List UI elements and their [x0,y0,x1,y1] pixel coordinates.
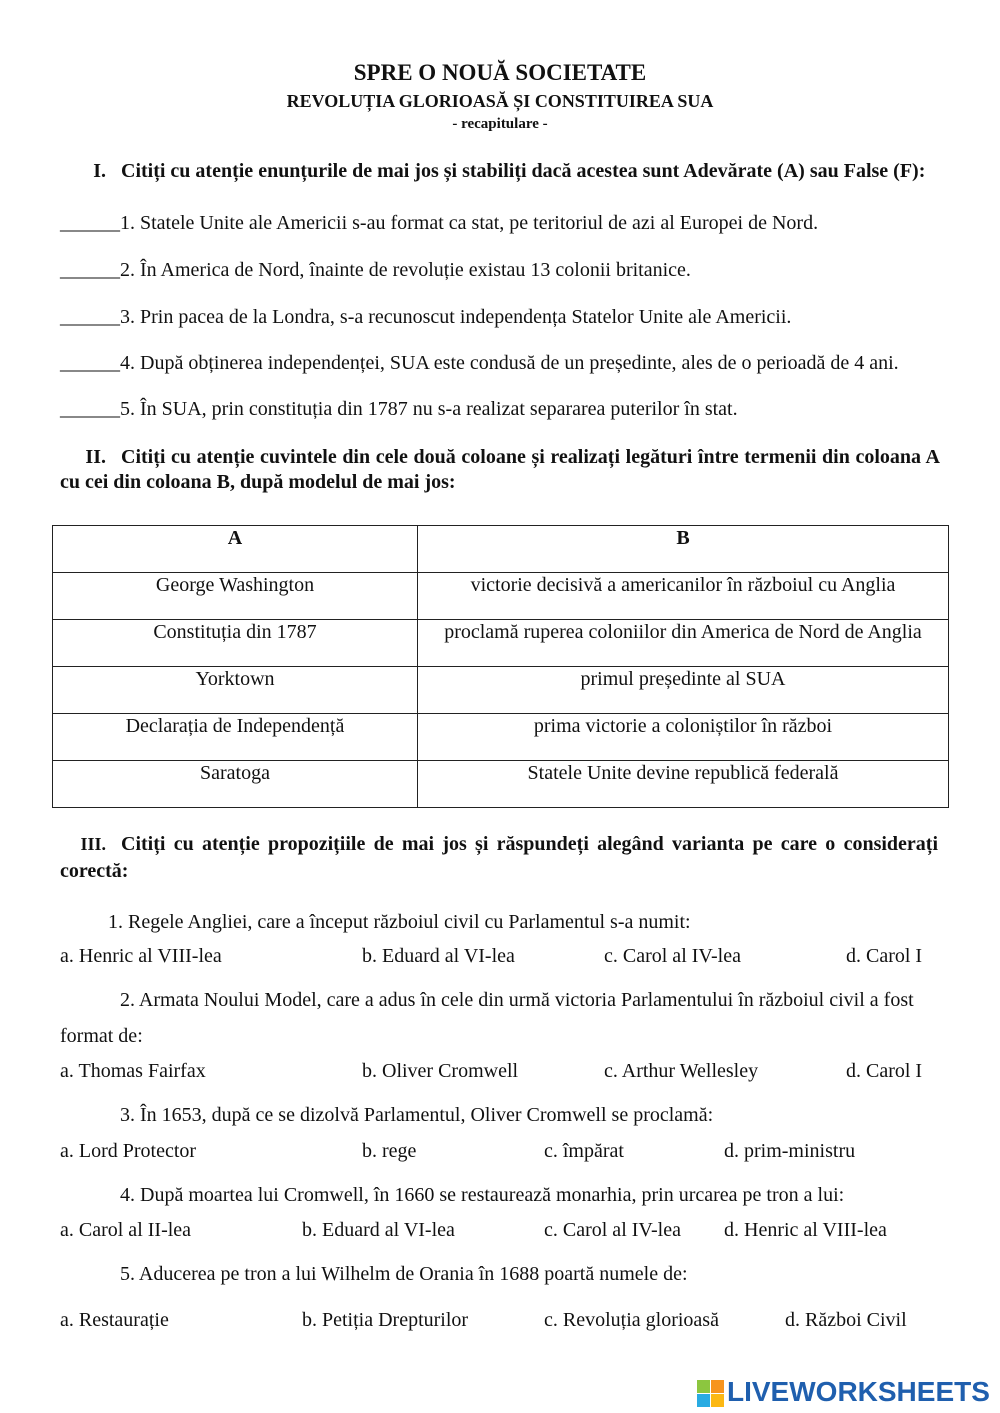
answer-blank[interactable]: ______ [60,306,120,328]
page-title: SPRE O NOUĂ SOCIETATE [353,60,647,85]
option-4a[interactable]: a. Carol al II-lea [60,1219,192,1241]
statement-text: 2. În America de Nord, înainte de revoluție existau 13 colonii britanice. [120,259,691,281]
option-5c[interactable]: c. Revoluția glorioasă [544,1309,719,1331]
option-2d[interactable]: d. Carol I [846,1060,923,1082]
section-3-instruction-line-1: Citiți cu atenție propozițiile de mai jos și răspundeți alegând varianta pe care o considerați [121,833,938,855]
column-a-header: A [53,526,418,573]
column-a-cell[interactable]: Yorktown [53,667,418,714]
table-row [53,714,949,761]
option-4d[interactable]: d. Henric al VIII-lea [724,1219,887,1241]
table-row [53,573,949,620]
option-3a[interactable]: a. Lord Protector [60,1140,197,1162]
column-b-cell[interactable]: victorie decisivă a americanilor în războiul cu Anglia [418,573,949,620]
option-3b[interactable]: b. rege [362,1140,417,1162]
page-subtitle: REVOLUȚIA GLORIOASĂ ȘI CONSTITUIREA SUA [286,91,714,111]
answer-blank[interactable]: ______ [60,259,120,281]
section-2-instruction-line-2: cu cei din coloana B, după modelul de mai jos: [60,471,456,493]
option-1b[interactable]: b. Eduard al VI-lea [362,945,515,967]
statement-text: 4. După obținerea independenței, SUA este condusă de un președinte, ales de o perioadă de 4 ani. [120,352,899,374]
statement-text: 3. Prin pacea de la Londra, s-a recunoscut independența Statelor Unite ale Americii. [120,306,792,328]
option-4b[interactable]: b. Eduard al VI-lea [302,1219,455,1241]
column-b-cell[interactable]: proclamă ruperea coloniilor din America de Nord de Anglia [418,620,949,667]
column-b-header: B [418,526,949,573]
section-2-number: II. [85,446,106,468]
option-1d[interactable]: d. Carol I [846,945,923,967]
answer-blank[interactable]: ______ [60,398,120,420]
question-2-continuation: format de: [60,1025,143,1047]
statement-2 [60,258,691,282]
question-2: 2. Armata Noului Model, care a adus în cele din urmă victoria Parlamentului în războiul civil a fost [120,989,914,1011]
option-2a[interactable]: a. Thomas Fairfax [60,1060,206,1082]
column-a-cell[interactable]: Constituția din 1787 [53,620,418,667]
section-2-instruction-line-1: Citiți cu atenție cuvintele din cele două coloane și realizați legături între termenii din coloana A [121,446,940,468]
section-1-number: I. [93,160,106,182]
statement-3 [60,305,791,329]
option-5d[interactable]: d. Război Civil [785,1309,907,1331]
liveworksheets-logo-icon [697,1380,724,1407]
statement-5 [60,397,738,421]
column-a-cell[interactable]: Saratoga [53,761,418,808]
statement-4 [60,351,899,375]
option-5a[interactable]: a. Restaurație [60,1309,169,1331]
option-5b[interactable]: b. Petiția Drepturilor [302,1309,469,1331]
page-note: - recapitulare - [452,116,548,132]
column-a-cell[interactable]: Declarația de Independență [53,714,418,761]
section-3-number: III. [80,834,106,854]
column-b-cell[interactable]: prima victorie a coloniștilor în război [418,714,949,761]
column-b-cell[interactable]: primul președinte al SUA [418,667,949,714]
answer-blank[interactable]: ______ [60,352,120,374]
table-header-row [53,526,949,573]
option-4c[interactable]: c. Carol al IV-lea [544,1219,681,1241]
question-1: 1. Regele Angliei, care a început războiul civil cu Parlamentul s-a numit: [108,911,691,933]
option-1a[interactable]: a. Henric al VIII-lea [60,945,222,967]
brand-wordmark: LIVEWORKSHEETS [727,1376,990,1407]
option-3d[interactable]: d. prim-ministru [724,1140,856,1162]
statement-text: 5. În SUA, prin constituția din 1787 nu s-a realizat separarea puterilor în stat. [120,398,738,420]
column-a-cell[interactable]: George Washington [53,573,418,620]
matching-table [52,525,949,808]
table-row [53,620,949,667]
option-2c[interactable]: c. Arthur Wellesley [604,1060,759,1082]
option-1c[interactable]: c. Carol al IV-lea [604,945,741,967]
section-1-instruction: Citiți cu atenție enunțurile de mai jos și stabiliți dacă acestea sunt Adevărate (A) sau False (F): [121,160,926,182]
table-row [53,761,949,808]
table-row [53,667,949,714]
section-3-instruction-line-2: corectă: [60,860,129,882]
option-2b[interactable]: b. Oliver Cromwell [362,1060,519,1082]
column-b-cell[interactable]: Statele Unite devine republică federală [418,761,949,808]
statement-1 [60,211,818,235]
option-3c[interactable]: c. împărat [544,1140,624,1162]
question-3: 3. În 1653, după ce se dizolvă Parlamentul, Oliver Cromwell se proclamă: [120,1104,714,1126]
question-4: 4. După moartea lui Cromwell, în 1660 se restaurează monarhia, prin urcarea pe tron a lui: [120,1184,845,1206]
answer-blank[interactable]: ______ [60,212,120,234]
statement-text: 1. Statele Unite ale Americii s-au format ca stat, pe teritoriul de azi al Europei de Nord. [120,212,819,234]
question-5: 5. Aducerea pe tron a lui Wilhelm de Orania în 1688 poartă numele de: [120,1263,688,1285]
